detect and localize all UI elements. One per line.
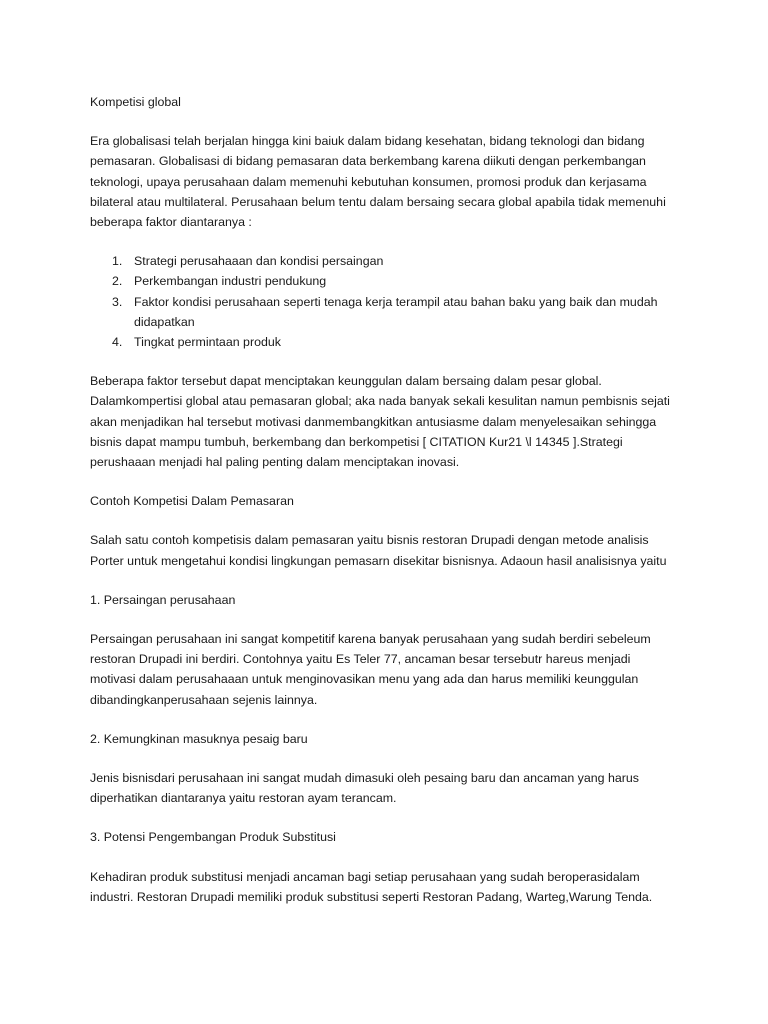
list-item-number: 3.	[112, 294, 123, 309]
list-item-number: 4.	[112, 335, 123, 350]
factors-paragraph: Beberapa faktor tersebut dapat menciptakan keunggulan dalam bersaing dalam pesar global. Dalamkompertisi global atau pemasaran global; aka nada banyak sekali kesulitan namun pembisnis sejati akan menjadikan hal tersebut motivasi danmembangkitkan antusiasme dalam menyelesaikan sehingga bisnis dapat mampu tumbuh, berkembang dan berkompetisi [ CITATION Kur21 \l 14345 ].Strategi perushaaan menjadi hal paling penting dalam menciptakan inovasi.	[90, 374, 670, 470]
persaingan-paragraph: Persaingan perusahaan ini sangat kompetitif karena banyak perusahaan yang sudah berdiri sebeleum restoran Drupadi ini berdiri. Contohnya yaitu Es Teler 77, ancaman besar tersebutr hareus menjadi motivasi dalam perusahaaan untuk menginovasikan menu yang ada dan harus memiliki keunggulan dibandingkanperusahaan sejenis lainnya.	[90, 632, 651, 707]
document-page	[90, 92, 676, 926]
list-item	[90, 251, 676, 271]
factor-list	[90, 251, 676, 352]
subsection-title-pesaing-baru: 2. Kemungkinan masuknya pesaig baru	[90, 731, 308, 746]
list-item-text: Strategi perusahaaan dan kondisi persaingan	[134, 254, 384, 269]
list-item-number: 1.	[112, 254, 123, 269]
subsection-title-produk-substitusi: 3. Potensi Pengembangan Produk Substitusi	[90, 830, 336, 845]
pesaing-baru-paragraph: Jenis bisnisdari perusahaan ini sangat mudah dimasuki oleh pesaing baru dan ancaman yang harus diperhatikan diantaranya yaitu restoran ayam terancam.	[90, 771, 639, 806]
intro-paragraph: Era globalisasi telah berjalan hingga kini baiuk dalam bidang kesehatan, bidang teknologi dan bidang pemasaran. Globalisasi di bidang pemasaran data berkembang karena diikuti dengan perkembangan teknologi, upaya perusahaan dalam memenuhi kebutuhan konsumen, promosi produk dan kerjasama bilateral atau multilateral. Perusahaan belum tentu dalam bersaing secara global apabila tidak memenuhi beberapa faktor diantaranya :	[90, 134, 666, 230]
subsection-title-persaingan: 1. Persaingan perusahaan	[90, 592, 236, 607]
list-item	[90, 292, 676, 332]
list-item	[90, 332, 676, 352]
example-paragraph: Salah satu contoh kompetisis dalam pemasaran yaitu bisnis restoran Drupadi dengan metode analisis Porter untuk mengetahui kondisi lingkungan pemasarn disekitar bisnisnya. Adaoun hasil analisisnya yaitu	[90, 533, 667, 568]
section-title-kompetisi-global: Kompetisi global	[90, 95, 181, 109]
section-title-contoh-kompetisi: Contoh Kompetisi Dalam Pemasaran	[90, 494, 294, 509]
list-item-text: Faktor kondisi perusahaan seperti tenaga kerja terampil atau bahan baku yang baik dan mudah didapatkan	[134, 294, 658, 329]
list-item-text: Perkembangan industri pendukung	[134, 274, 327, 289]
list-item-number: 2.	[112, 274, 123, 289]
produk-substitusi-paragraph: Kehadiran produk substitusi menjadi ancaman bagi setiap perusahaan yang sudah beroperasidalam industri. Restoran Drupadi memiliki produk substitusi seperti Restoran Padang, Warteg,Warung Tenda.	[90, 869, 653, 904]
list-item	[90, 271, 676, 291]
list-item-text: Tingkat permintaan produk	[134, 335, 281, 350]
